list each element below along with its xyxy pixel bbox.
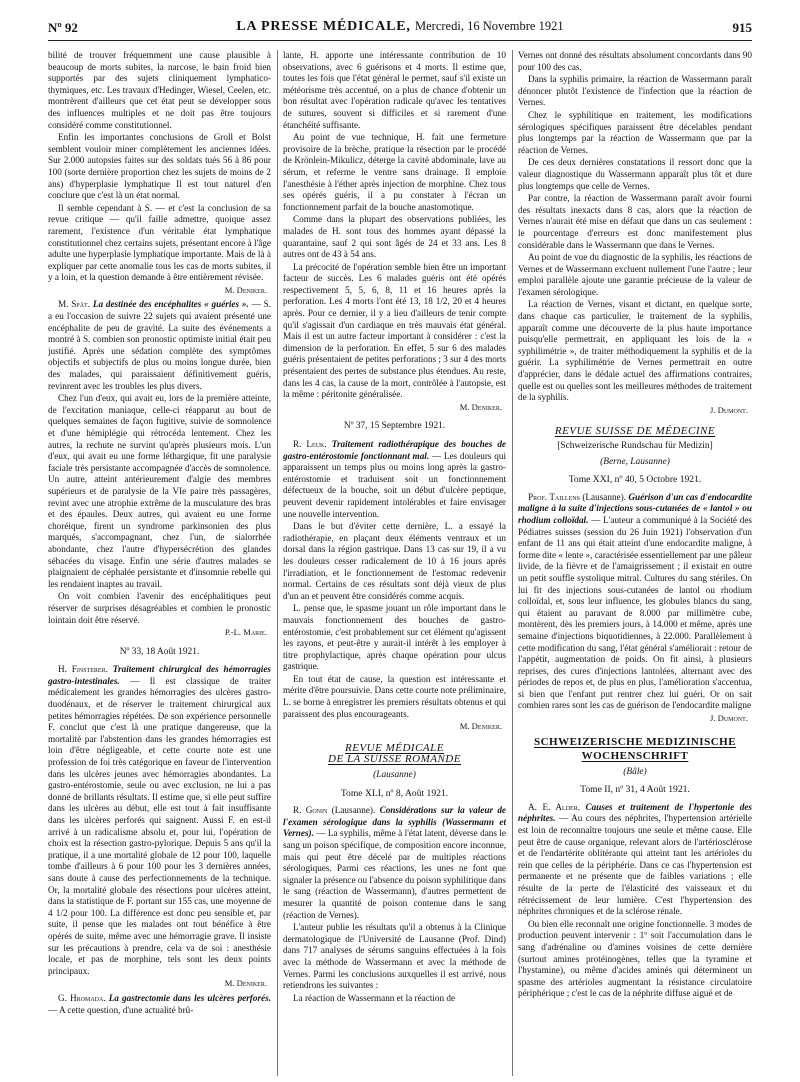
paragraph: Au point de vue du diagnostic de la syphilis, les réactions de Vernes et de Wassermann excluent nullement l'une l'autre ; leur emploi parallèle ajoute une garantie précieuse de la valeur de l'examen sérologique.	[518, 252, 752, 297]
section-heading	[283, 743, 506, 799]
article-text: — S. a eu l'occasion de suivre 22 sujets qui avaient présenté une encéphalite de peu de gravité. La suite des événements a montré à S. combien son pronostic optimiste initial était peu justifié. Après une sédation complète des symptômes objectifs et subjectifs de plus ou moins longue durée, bien des malades, qui paraissaient définitivement guéris, revinrent avec les troubles les plus divers.	[48, 299, 271, 391]
article-text: — La syphilis, même à l'état latent, déverse dans le sang un poison spécifique, de composition encore inconnue, mais qui peut être décelé par de multiples réactions sérologiques. Parmi ces réactions, les unes ne font que signaler la présence ou l'absence du poison syphilitique dans le sang (réaction de Wassermann), d'autres permettent de mesurer la quantité de poison contenue dans le sang (réaction de Vernes).	[283, 828, 506, 920]
article-title: La destinée des encéphalites « guéries ».	[92, 299, 249, 310]
article-text: — Au cours des néphrites, l'hypertension artérielle est loin de reconnaître toujours une seule et même cause. Elle peut être de cause organique, relevant alors de l'artériosclérose et de l'endartérite oblitérante qui atteint tant les artérioles du rein que celles de la périphérie. Dans ce cas l'hypertension est permanente et ne présente que de faibles variations ; elle résulte de la perte de l'élasticité des vaisseaux et du rétrécissement de leur lumière. C'est l'hypertension des néphrites chroniques et de la sclérose rénale.	[518, 813, 752, 917]
paragraph: Enfin les importantes conclusions de Groll et Bolst semblent vouloir miner complètement les anciennes idées. Sur 2.000 autopsies faites sur des soldats tués 56 à 86 pour 100 (sorte dernière proportion chez les sujets de moins de 2 ans) d'hyperplasie lymphatique Il est tout naturel d'en conclure que c'est là un état normal.	[48, 132, 271, 201]
article-title: Causes et traitement de l'hypertonie des néphrites.	[518, 801, 752, 824]
paragraph: On voit combien l'avenir des encéphalitiques peut réserver de surprises désagréables et combien le pronostic lointain doit être réservé.	[48, 591, 271, 625]
paragraph: Dans le but d'éviter cette dernière, L. a essayé la radiothérapie, en plaçant deux éléments ventraux et un dorsal dans la région gastrique. Dans 13 cas sur 19, il a vu les douleurs cesser radicalement de 10 à 16 jours après l'irradiation, et le fonctionnement de l'estomac redevenir normal. Certains de ces résultats sont déjà vieux de plus d'un an et peuvent être considérés comme acquis.	[283, 521, 506, 601]
article	[518, 492, 752, 712]
article-author: H. Finsterer.	[58, 664, 108, 675]
section-title: WOCHENSCHRIFT	[581, 749, 689, 762]
article-author: M. Spät.	[58, 299, 91, 310]
issue-subheading: Nº 33, 18 Août 1921.	[119, 646, 200, 657]
article-title: Considérations sur la valeur de l'examen sérologique dans la syphilis (Wassermann et Vernes).	[283, 805, 506, 839]
article	[48, 664, 271, 977]
section-volume: Tome XXI, nº 40, 5 Octobre 1921.	[568, 474, 702, 486]
running-title	[48, 19, 752, 35]
page-number: 915	[732, 20, 752, 35]
paragraph: Ou bien elle reconnaît une origine fonctionnelle. 3 modes de production peuvent intervenir : 1º soit l'accumulation dans le sang d'adrénaline ou d'amines voisines de cette dernière (surtout amines protéinogènes, telles que la tyramine et l'hystamine), ou même d'acides aminés qui déterminent un spasme des artérioles augmentant la résistance circulatoire périphérique ; c'est le cas de la néphrite diffuse aiguë et de	[518, 918, 752, 999]
paragraph: Il semble cependant à S. — et c'est la conclusion de sa revue critique — qu'il faille admettre, quoique assez rarement, l'existence d'un véritable état lymphatique constitutionnel chez certains sujets, présentant encore à l'âge adulte une hyperplasie lymphatique importante. Mais de là à expliquer par cette anomalie tous les cas de morts subites, il y a loin, et la question demande à être entièrement révisée.	[48, 202, 271, 283]
paragraph: En tout état de cause, la question est intéressante et mérite d'être poursuivie. Dans cette courte note préliminaire, L. se borne à enregistrer les premiers résultats obtenus et qui paraissent des plus encourageants.	[283, 673, 506, 719]
paragraph: Au point de vue technique, H. fait une fermeture provisoire de la brèche, pratique la résection par le procédé de Krönlein-Mikulicz, déterge la cavité abdominale, lave au sérum, et referme le ventre sans drainage. Il emploie l'anesthésie à l'éther après injection de morphine. Chez tous ses opérés guéris, il a pu constater à l'écran un fonctionnement parfait de la bouche anastomotique.	[283, 132, 506, 212]
article-author: R. Gonin	[293, 805, 328, 816]
article-title: Traitement radiothérapique des bouches de gastro-entérostomie fonctionnant mal.	[283, 439, 506, 461]
article	[48, 993, 271, 1016]
paragraph: Comme dans la plupart des observations publiées, les malades de H. sont tous des hommes ayant dépassé la quarantaine, sauf 2 qui sont âgés de 24 et 33 ans. Les 8 autres ont de 43 à 54 ans.	[283, 214, 506, 260]
column-rule	[277, 50, 278, 1076]
paragraph: De ces deux dernières constatations il ressort donc que la valeur diagnostique du Wassermann apparaît plus tôt et dure plus longtemps que celle de Vernes.	[518, 157, 752, 191]
article-title: Traitement chirurgical des hémorragies gastro-intestinales.	[48, 664, 271, 686]
signature: P.-L. Marie.	[224, 627, 267, 638]
section-title: REVUE SUISSE DE MÉDECINE	[554, 425, 716, 438]
section-volume: Tome XLI, nº 8, Août 1921.	[340, 787, 449, 799]
column-3	[518, 50, 752, 1076]
section-title: REVUE MÉDICALE	[345, 741, 444, 754]
article-text: — L'auteur a communiqué à la Société des Pédiatres suisses (session du 26 Juin 1921) l'observation d'un enfant de 11 ans qui était atteint d'une endocardite maligne, à forme dite « lente », caractérisée essentiellement par une pâleur livide, de la fièvre et de l'amaigrissement ; il existait en outre un petit souffle systolique mitral. Cultures du sang stériles. On lui fit des injections sous-cutanées de lantol ou rhodium colloïdal, et, sous leur influence, les globules blancs du sang, qui étaient au paravant de 8.000 par millimètre cube, montèrent, dès les premiers jours, à 14.000 et même, après une semaine d'injections biquotidiennes, à 22.000. Parallèlement à cette modification du sang, l'état général s'améliorait : retour de l'appétit, augmentation de poids. On fit ainsi, à plusieurs reprises, des cures d'injections lantolées, alternant avec des périodes de repos et, de plus en plus, l'amélioration s'accentua, si bien que l'enfant put rentrer chez lui guéri. Or on sait combien rares sont les cas de guérison de l'endocardite maligne	[518, 514, 752, 711]
section-heading	[518, 426, 752, 485]
signature: M. Deniker.	[459, 721, 502, 732]
signature: M. Deniker.	[459, 401, 502, 412]
paragraph: Dans la syphilis primaire, la réaction de Wassermann paraît dénoncer plutôt l'existence de l'infection que la réaction de Vernes.	[518, 74, 752, 108]
signature: M. Deniker.	[224, 978, 267, 989]
journal-name: LA PRESSE MÉDICALE,	[236, 19, 411, 34]
article-text: — Les douleurs qui apparaissent un temps plus ou moins long après la gastro-entérostomie et traduisent soit un fonctionnement défectueux de la bouche, soit un début d'ulcère peptique, peuvent devenir rapidement intolérables et faire envisager une nouvelle intervention.	[283, 450, 506, 519]
paragraph: Chez l'un d'eux, qui avait eu, lors de la première atteinte, de l'excitation maniaque, celle-ci réapparut au bout de quelques semaines de façon fugitive, suivie de somnolence et d'une hémiplégie qui rétrocéda lentement. Chez les autres, la rechute ne survint qu'après plusieurs mois. L'un d'eux, qui avait eu une forme léthargique, fit une paralysie faciale très persistante accompagnée d'accès de somnolence. Un autre, atteint antérieurement d'algie des membres supérieurs et de paralysie de la VIe paire très passagères, revint avec une atrophie extrême de la musculature des bras et des épaules. Deux autres, qui avaient eu une forme choréique, firent un syndrome parkinsonien des plus marqués, s'accompagnant, chez l'un, de sialorrhée abondante, chez l'autre d'hypersécrétion des glandes sébacées du visage. Enfin une série d'autres malades se plaignaient de céphalée persistante et d'insomnie rebelle qui les rendaient inaptes au travail.	[48, 393, 271, 589]
article-author: G. Hromada.	[58, 992, 106, 1003]
paragraph: bilité de trouver fréquemment une cause plausible à beaucoup de morts subites, la narcose, le bain froid bien supportés par des sujets cliniquement lymphatico-thymiques, etc. Les travaux d'Hedinger, Wiesel, Ceelen, etc. montrèrent d'ailleurs que cet état peut se développer sous des influences multiples et ne doit pas être toujours considéré comme constitutionnel.	[48, 50, 271, 130]
paragraph: La réaction de Wassermann et la réaction de	[293, 992, 456, 1003]
article-text: — A cette question, d'une actualité brû-	[48, 1004, 194, 1015]
column-1	[48, 50, 271, 1076]
section-city: (Berne, Lausanne)	[600, 456, 670, 467]
article-author: Prof. Taillens	[528, 491, 580, 502]
article-author-city: (Lausanne).	[582, 491, 626, 502]
section-city: (Bâle)	[623, 766, 647, 777]
paragraph: lante, H. apporte une intéressante contribution de 10 observations, avec 6 guérisons et 4 morts. Il estime que, toutes les fois que l'état général le permet, sauf s'il existe un météorisme très accentué, on a plus de chance d'obtenir un bon résultat avec l'opération radicale qu'avec les tentatives de sutures, souvent si difficiles et si rarement d'une étanchéité suffisante.	[283, 50, 506, 130]
column-2	[283, 50, 506, 1076]
paragraph: Par contre, la réaction de Wassermann paraît avoir fourni des résultats inexacts dans 8 cas, alors que la réaction de Vernes n'aurait été mise en défaut que dans un cas seulement : le pourcentage d'erreurs est donc manifestement plus considérable dans le Wassermann que dans le Vernes.	[518, 193, 752, 250]
section-city: (Lausanne)	[373, 770, 416, 781]
section-subtitle: [Schweizerische Rundschau für Medizin]	[557, 441, 713, 451]
signature: J. Dumont.	[710, 713, 748, 724]
article-title: Guérison d'un cas d'endocardite maligne à la suite d'injections sous-cutanées de « lantol » ou rhodium colloïdal.	[518, 491, 752, 525]
issue-number: Nº 92	[48, 20, 78, 35]
section-title: SCHWEIZERISCHE MEDIZINISCHE	[533, 735, 737, 748]
article-title: La gastrectomie dans les ulcères perforés.	[108, 992, 271, 1003]
article	[48, 299, 271, 392]
article	[283, 439, 506, 520]
paragraph: La réaction de Vernes, visant et dictant, en quelque sorte, dans chaque cas particulier, le traitement de la syphilis, apparaît comme une découverte de la plus haute importance puisqu'elle permettrait, en appliquant les lois de la « syphilimétrie », de traiter méthodiquement la syphilis et de la guérir. La syphilimétrie de Vernes permettrait en outre d'apprécier, dans le dédale actuel des affirmations contraires, quelle est ou quelles sont les meilleures méthodes de traitement de la syphilis.	[518, 299, 752, 403]
article-author: A. E. Alder.	[528, 801, 580, 812]
paragraph: Vernes ont donné des résultats absolument concordants dans 90 pour 100 des cas.	[518, 50, 752, 72]
article	[518, 802, 752, 918]
article-text: — Il est classique de traiter médicalement les grandes hémorragies des ulcères gastro-duodénaux, et de réserver le traitement chirurgical aux petites hémorragies répétées. De son expérience personnelle F. conclut que c'est là une pratique dangereuse, que la mortalité par l'abstention dans les grandes hémorragies est loin d'être négligeable, et cette courte note est une profession de foi très catégorique en faveur de l'intervention dans les ulcères jeunes avec hémorragies abondantes. La gastro-entérostomie, seule ou avec exclusion, ne lui a pas donné de brillants résultats. Il estime que, si elle peut suffire dans les ulcères au début, elle est tout à fait insuffisante dans les ulcères perforés qui saignent. Aussi F. en est-il arrivé à un radicalisme absolu et, pour lui, l'opération de choix est la résection gastro-pylorique. Depuis 5 ans qu'il la pratique, il a une mortalité globale de 12 pour 100, laquelle tombe d'ailleurs à 6 pour 100 pour les 3 dernières années, sans doute à cause des perfectionnements de la technique. Or, la mortalité globale des résections pour ulcères atteint, dans la statistique de F. portant sur 155 cas, une moyenne de 4 1/2 pour 100. La différence est donc peu sensible et, par suite, il pense que les malades ont tout bénéfice à être opérés de suite, même avec une hémorragie grave. Il insiste sur les précautions à prendre, cela va de soi : anesthésie locale, et pas de morphine, tels sont les deux points principaux.	[48, 675, 271, 976]
section-title: DE LA SUISSE ROMANDE	[328, 753, 461, 766]
paragraph: L'auteur publie les résultats qu'il a obtenus à la Clinique dermatologique de l'Université de Lausanne (Prof. Dind) dans 717 analyses de sérums sanguins effectuées à la fois avec la méthode de Wassermann et avec la méthode de Vernes. Parmi les conclusions auxquelles il est arrivé, nous retiendrons les suivantes :	[283, 922, 506, 991]
page-header	[48, 18, 752, 41]
signature: J. Dumont.	[710, 404, 748, 415]
paragraph: Chez le syphilitique en traitement, les modifications sérologiques spécifiques paraissent être décelables pendant plus longtemps par la réaction de Wassermann que par la réaction de Vernes.	[518, 109, 752, 155]
column-rule	[512, 50, 513, 1076]
issue-subheading: Nº 37, 15 Septembre 1921.	[343, 421, 446, 432]
paragraph: La précocité de l'opération semble bien être un important facteur de succès. Les 6 malades guéris ont été opérés respectivement 5, 5, 6, 8, 11 et 16 heures après la perforation. Les 4 morts l'ont été 13, 18 1/2, 20 et 4 heures après. Pour ce dernier, il y a lieu d'ailleurs de tenir compte qu'il s'agissait d'un cardiaque en très mauvais état général. Mais il est un autre facteur important à considérer : c'est la dimension de la perforation. En effet, 5 sur 6 des malades guéris présentaient de petites perforations ; 3 sur 4 des morts présentaient des pertes de substance plus étendues. Au reste, dans les 4 cas, la cause de la mort, contrôlée à l'autopsie, est la même : péritonite généralisée.	[283, 261, 506, 400]
article	[283, 805, 506, 921]
signature: M. Deniker.	[224, 284, 267, 295]
section-volume: Tome II, nº 31, 4 Août 1921.	[580, 784, 690, 796]
paragraph: L. pense que, le spasme jouant un rôle important dans le mauvais fonctionnement des bouches de gastro-entérostomie, c'est probablement sur cet élément qu'agissent les rayons, et peut-être y aurait-il intérêt à les employer à titre prophylactique, après chaque opération pour ulcus gastrique.	[283, 603, 506, 672]
article-author-city: (Lausanne).	[331, 805, 376, 816]
issue-date: Mercredi, 16 Novembre 1921	[415, 19, 564, 33]
section-heading	[518, 735, 752, 796]
article-author: R. Leuk.	[293, 439, 327, 449]
